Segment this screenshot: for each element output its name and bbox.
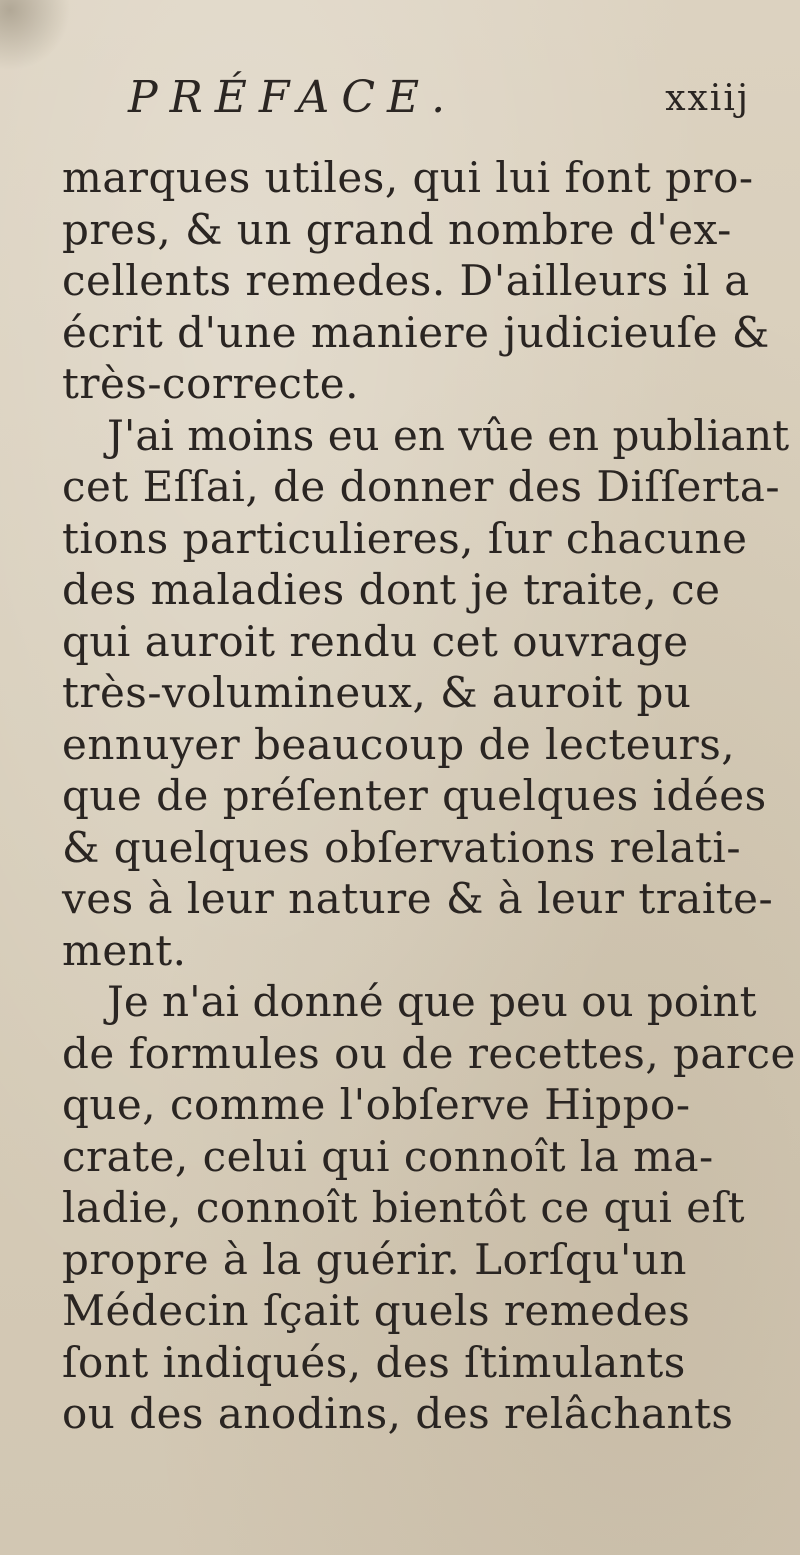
text-line: propre à la guérir. Lorſqu'un (62, 1234, 687, 1284)
text-line: marques utiles, qui lui font pro- (62, 153, 754, 202)
text-line: ſont indiqués, des ſtimulants (62, 1337, 686, 1387)
text-line: & quelques obſervations relati- (62, 822, 742, 872)
text-line: ou des anodins, des relâchants (62, 1389, 734, 1438)
text-line: crate, celui qui connoît la ma- (62, 1131, 714, 1181)
body-text (62, 152, 796, 1440)
text-line: tions particulieres, ſur chacune (62, 513, 748, 563)
text-line: ennuyer beaucoup de lecteurs, (62, 719, 736, 769)
text-line: pres, & un grand nombre d'ex- (62, 204, 732, 254)
header-title: PRÉFACE. (128, 72, 458, 123)
text-line: écrit d'une maniere judicieuſe & (62, 307, 770, 357)
text-line: très-correcte. (62, 359, 359, 408)
page-stain (0, 0, 70, 80)
text-line: qui auroit rendu cet ouvrage (62, 616, 689, 666)
text-line: très-volumineux, & auroit pu (62, 668, 692, 717)
page-number: xxiij (665, 78, 750, 119)
paragraph-start-line: J'ai moins eu en vûe en publiant (107, 410, 790, 460)
paragraph-start-line: Je n'ai donné que peu ou point (107, 977, 757, 1026)
running-header (128, 72, 750, 132)
text-line: Médecin ſçait quels remedes (62, 1286, 691, 1335)
text-line: que de préſenter quelques idées (62, 771, 767, 820)
text-line: de formules ou de recettes, parce (62, 1028, 796, 1078)
text-line: des maladies dont je traite, ce (62, 565, 721, 614)
text-line: ment. (62, 925, 187, 975)
text-line: ladie, connoît bientôt ce qui eſt (62, 1183, 746, 1232)
text-line: cet Eſſai, de donner des Diſſerta- (62, 462, 781, 511)
text-line: cellents remedes. D'ailleurs il a (62, 256, 750, 305)
text-line: que, comme l'obſerve Hippo- (62, 1080, 691, 1129)
text-line: ves à leur nature & à leur traite- (62, 874, 774, 923)
